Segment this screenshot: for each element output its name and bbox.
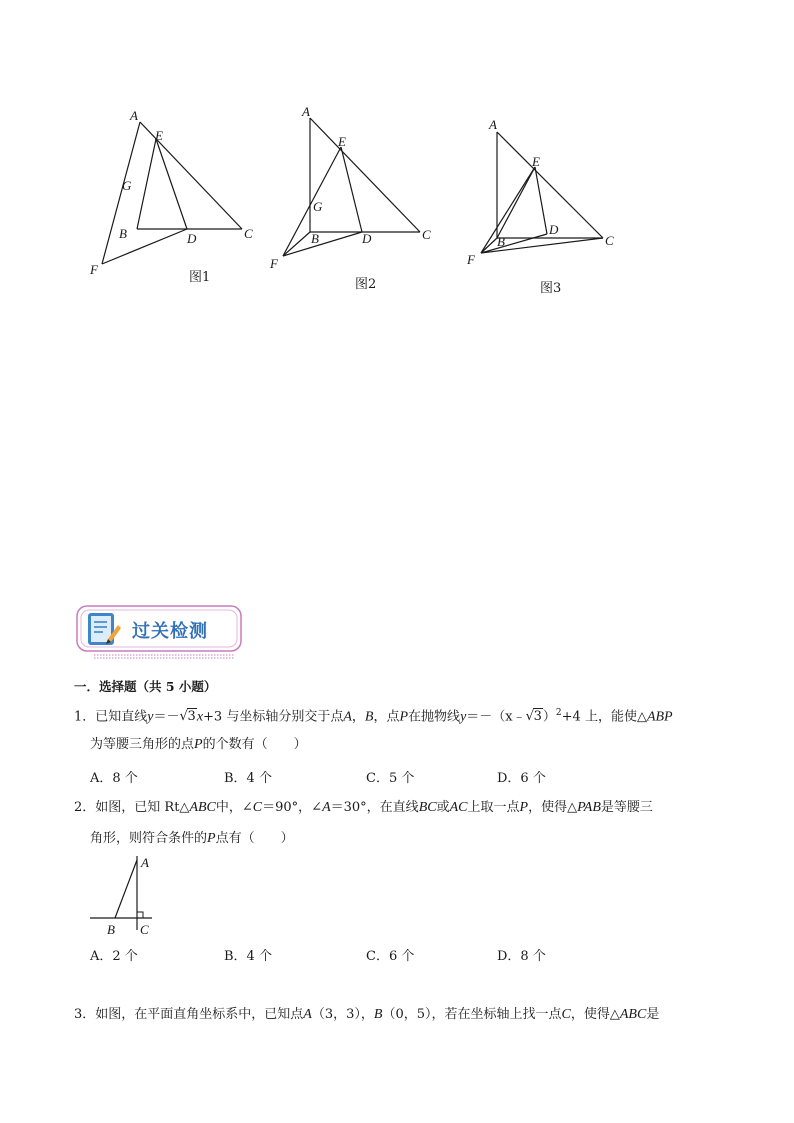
label-C: C [605, 233, 614, 248]
banner-title: 过关检测 [132, 621, 208, 642]
question-2-option-d[interactable]: D．8 个 [497, 949, 546, 964]
label-C: C [140, 922, 149, 937]
question-number: 3． [74, 1007, 96, 1022]
question-2-option-a[interactable]: A．2 个 [90, 949, 138, 964]
figure-3 [462, 114, 622, 299]
label-A: A [302, 104, 310, 119]
question-2-figure [86, 852, 158, 940]
label-A: A [141, 855, 149, 870]
label-F: F [467, 252, 475, 267]
segment-FD [102, 229, 187, 264]
question-1-line-2: 为等腰三角形的点P的个数有（ ） [90, 737, 307, 752]
figure-2-caption: 图2 [355, 277, 377, 292]
label-E: E [155, 128, 163, 143]
question-1-line-1: 1．已知直线y＝－ √ 3x+3 与坐标轴分别交于点A，B，点P在抛物线y＝－（x﹣ √ 3）$^2$+4 上，能使△ABP [74, 703, 673, 727]
figure-2 [266, 100, 446, 295]
figure-3-caption: 图3 [540, 281, 562, 296]
label-C: C [244, 226, 253, 241]
question-1-option-c[interactable]: C．5 个 [366, 771, 415, 786]
label-D: D [187, 231, 197, 246]
label-B: B [107, 922, 115, 937]
sqrt-symbol: √ 3 [525, 709, 542, 725]
label-C: C [422, 227, 431, 242]
question-2-line-1: 2．如图，已知 Rt△ABC中，∠C＝90°，∠A＝30°，在直线BC或AC上取一点P，使得△PAB是等腰三 [74, 800, 653, 815]
question-1-option-b[interactable]: B．4 个 [224, 771, 272, 786]
label-F: F [90, 262, 98, 277]
question-2-line-2: 角形，则符合条件的P点有（ ） [90, 831, 294, 846]
question-3-line-1: 3．如图，在平面直角坐标系中，已知点A（3，3），B（0，5），若在坐标轴上找一点C，使得△ABC是 [74, 1007, 660, 1022]
segment-AF [102, 122, 140, 264]
section-title: 一．选择题（共 5 小题） [74, 679, 217, 694]
sqrt-symbol: √ 3 [179, 709, 196, 725]
question-number: 2． [74, 800, 96, 815]
label-B: B [497, 234, 505, 249]
segment-ED [341, 147, 362, 232]
section-banner [74, 603, 246, 659]
label-E: E [338, 134, 346, 149]
question-1-option-d[interactable]: D．6 个 [497, 771, 546, 786]
right-angle-mark [137, 912, 143, 918]
label-F: F [270, 256, 278, 271]
segment-ED [535, 167, 547, 234]
label-A: A [489, 117, 497, 132]
label-B: B [311, 231, 319, 246]
label-D: D [362, 231, 372, 246]
label-G: G [313, 199, 323, 214]
label-A: A [130, 108, 138, 123]
segment-EB [497, 167, 535, 238]
segment-AB [115, 860, 137, 918]
question-2-option-b[interactable]: B．4 个 [224, 949, 272, 964]
label-G: G [122, 178, 132, 193]
figure-1-caption: 图1 [189, 270, 211, 285]
segment-EB [137, 139, 156, 229]
label-E: E [532, 154, 540, 169]
question-1-option-a[interactable]: A．8 个 [90, 771, 138, 786]
question-number: 1． [74, 709, 96, 725]
segment-ED [156, 139, 187, 229]
question-2-option-c[interactable]: C．6 个 [366, 949, 415, 964]
figure-1 [84, 104, 264, 286]
label-D: D [549, 222, 559, 237]
label-B: B [119, 226, 127, 241]
segment-FD [283, 232, 362, 256]
